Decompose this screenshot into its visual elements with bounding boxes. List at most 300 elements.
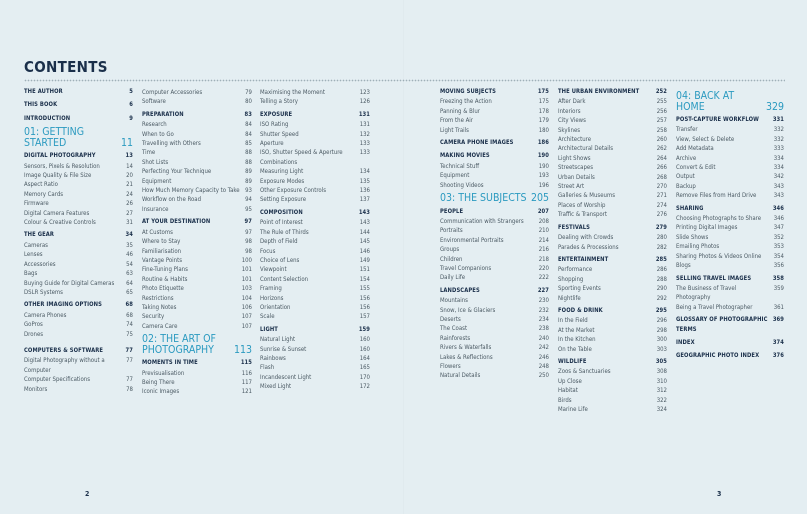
toc-entry-title: INTRODUCTION [24,115,71,122]
toc-entry-page: 98 [245,238,252,246]
toc-entry-title: Orientation [260,303,291,311]
toc-entry [558,367,667,376]
toc-entry-page: 342 [773,173,784,181]
toc-entry-title: Where to Stay [142,238,181,246]
toc-entry-page: 84 [245,130,252,138]
toc-entry-title: THE GEAR [24,232,54,239]
toc-entry-page: 6 [129,102,133,109]
toc-entry [676,182,784,191]
toc-entry [260,186,370,195]
toc-entry-page: 252 [655,89,667,95]
toc-part-heading [24,127,133,148]
toc-entry [142,139,252,148]
toc-entry [440,245,549,254]
toc-entry-title: Image Quality & File Size [24,172,92,180]
toc-entry-page: 230 [538,297,549,305]
toc-entry-page: 205 [530,192,549,205]
toc-entry-title: Routine & Habits [142,275,188,283]
toc-entry [142,237,252,246]
toc-entry-page: 334 [773,154,784,162]
toc-entry [558,163,667,172]
toc-entry-page: 288 [656,275,667,283]
toc-entry [558,210,667,219]
toc-entry [676,284,784,303]
toc-entry-title: MOMENTS IN TIME [142,360,198,367]
toc-entry-title: Natural Details [440,372,481,380]
toc-section-heading [558,358,667,367]
toc-entry [676,135,784,144]
toc-entry-title: Light Trails [440,126,469,134]
toc-entry-page: 190 [537,153,549,160]
toc-entry [558,396,667,405]
toc-entry-title: Shutter Speed [260,130,299,138]
toc-entry-page: 286 [656,266,667,274]
toc-entry [142,275,252,284]
toc-entry-page: 216 [538,246,549,254]
toc-entry-title: Travel Companions [440,265,492,272]
toc-entry-title: Familiarisation [142,247,182,255]
toc-entry-title: Galleries & Museums [558,192,616,200]
toc-entry-page: 308 [656,368,667,376]
toc-entry [142,369,252,378]
toc-entry-page: 376 [772,353,784,360]
toc-entry [260,167,370,176]
toc-entry [260,228,370,237]
toc-entry-title: The Coast [440,325,468,333]
toc-entry-page: 255 [656,98,667,106]
toc-entry [142,148,252,157]
toc-section-heading [24,347,133,356]
toc-entry-title: Travelling with Others [142,140,201,148]
toc-entry-page: 175 [537,89,549,95]
toc-entry-title: Interiors [558,107,581,115]
toc-entry-title: Slide Shows [676,233,709,241]
toc-entry-page: 234 [538,316,549,324]
toc-entry [440,296,549,305]
toc-entry-title: Sporting Events [558,285,601,293]
toc-entry [558,405,667,414]
toc-entry-page: 358 [772,275,784,282]
toc-entry [260,130,370,139]
toc-entry [440,324,549,333]
toc-entry-page: 300 [656,336,667,344]
toc-entry-page: 84 [245,121,252,129]
toc-entry-title: Daily Life [440,274,466,282]
toc-entry-title: At the Market [558,326,595,334]
toc-entry-title: Rivers & Waterfalls [440,344,492,352]
toc-part-heading [440,193,549,204]
toc-entry [260,275,370,284]
toc-entry [24,171,133,180]
toc-entry [260,382,370,391]
toc-entry-title: ISO Rating [260,121,289,129]
toc-entry [24,356,133,375]
toc-entry [142,177,252,186]
toc-entry-title: Traffic & Transport [558,211,608,219]
toc-entry-page: 296 [656,317,667,325]
toc-entry-page: 279 [655,224,667,231]
toc-entry-page: 180 [538,126,549,134]
toc-entry-page: 156 [359,294,370,302]
toc-entry [260,247,370,256]
toc-entry-page: 196 [538,181,549,189]
toc-entry [676,242,784,251]
toc-entry-page: 117 [241,378,252,386]
toc-entry-page: 101 [241,275,252,283]
toc-entry-title: Content Selection [260,275,309,283]
toc-entry [558,135,667,144]
toc-entry [558,173,667,182]
toc-entry [440,371,549,380]
toc-entry-title: Framing [260,285,282,293]
toc-entry-title: The Rule of Thirds [260,228,309,236]
toc-entry-page: 68 [125,302,133,309]
toc-entry [440,171,549,180]
toc-entry [558,182,667,191]
toc-entry-page: 160 [359,336,370,344]
toc-entry-title: Add Metadata [676,145,714,153]
toc-entry-title: Lenses [24,251,43,259]
toc-entry [260,303,370,312]
toc-entry-page: 329 [765,100,784,113]
toc-entry-title: Incandescent Light [260,373,312,381]
toc-entry-title: ISO, Shutter Speed & Aperture Combinations [260,149,343,166]
toc-entry-page: 131 [358,111,370,118]
toc-entry-page: 246 [538,353,549,361]
toc-section-heading [676,275,784,284]
toc-entry-title: THE URBAN ENVIRONMENT [558,89,640,95]
toc-entry [440,226,549,235]
toc-entry-title: Restrictions [142,294,174,302]
toc-entry-page: 79 [245,89,252,96]
toc-entry-page: 27 [126,209,133,217]
toc-section-heading [24,152,133,161]
toc-entry-page: 347 [773,224,784,232]
toc-section-heading [558,224,667,233]
toc-entry [558,326,667,335]
toc-entry [260,284,370,293]
toc-entry-page: 155 [359,285,370,293]
toc-column-3 [260,88,370,478]
toc-entry [142,312,252,321]
toc-entry-title: LIGHT [260,326,278,333]
toc-entry-page: 282 [656,243,667,251]
toc-entry-page: 89 [245,168,252,176]
toc-entry-page: 133 [359,140,370,148]
toc-entry [142,378,252,387]
toc-section-heading [440,152,549,161]
toc-entry-title: Other Exposure Controls [260,187,327,195]
toc-section-heading [558,307,667,316]
toc-entry-title: Light Shows [558,154,591,162]
toc-section-heading [676,116,784,125]
toc-entry-page: 77 [126,357,133,365]
toc-entry-page: 145 [359,238,370,246]
toc-section-heading [260,326,370,335]
toc-entry-title: Viewpoint [260,266,287,274]
toc-entry-title: POST-CAPTURE WORKFLOW [676,117,759,123]
toc-entry [558,154,667,163]
toc-section-heading [440,208,549,217]
toc-entry [142,186,252,195]
toc-entry-page: 157 [359,313,370,321]
toc-entry [142,158,252,167]
toc-entry-title: PREPARATION [142,111,184,118]
toc-section-heading [440,139,549,148]
toc-entry [676,154,784,163]
toc-entry [142,294,252,303]
toc-entry-title: Habitat [558,387,578,395]
toc-entry-page: 31 [126,219,133,227]
toc-entry [260,88,370,97]
toc-entry [676,214,784,223]
toc-section-heading [142,359,252,368]
toc-entry-title: In the Kitchen [558,336,596,344]
toc-entry-title: Streetscapes [558,164,594,172]
toc-entry-title: On the Table [558,345,592,353]
toc-entry-title: ENTERTAINMENT [558,256,609,263]
toc-entry-page: 75 [126,330,133,338]
toc-entry [558,97,667,106]
toc-entry-page: 257 [656,117,667,125]
toc-entry-title: Monitors [24,385,48,393]
toc-entry-title: Equipment [440,172,470,180]
toc-entry-page: 103 [241,285,252,293]
toc-entry-title: Bags [24,270,38,278]
toc-entry-page: 343 [773,192,784,200]
toc-entry-title: Sharing Photos & Videos Online [676,252,762,260]
toc-section-heading [676,339,784,348]
toc-entry-title: Point of Interest [260,219,303,227]
toc-column-5 [558,88,667,478]
toc-entry-title: Rainbows [260,354,286,362]
toc-entry-page: 159 [358,326,370,333]
toc-entry-title: Digital Photography without a Computer [24,357,105,374]
toc-entry-title: 03: THE SUBJECTS [440,192,527,205]
toc-entry-title: Places of Worship [558,201,606,209]
toc-entry-page: 63 [126,270,133,278]
toc-entry-title: Emailing Photos [676,243,720,251]
toc-entry-page: 346 [772,205,784,212]
toc-entry-title: MOVING SUBJECTS [440,89,497,95]
toc-entry [142,97,252,106]
toc-entry-page: 262 [656,145,667,153]
toc-entry-page: 250 [538,372,549,380]
toc-entry-page: 260 [656,136,667,144]
toc-entry [676,233,784,242]
toc-entry-title: The Business of Travel Photography [676,284,737,302]
toc-entry-title: 04: BACK AT HOME [676,90,735,113]
toc-entry-title: When to Go [142,130,174,138]
toc-entry [142,120,252,129]
toc-entry-page: 133 [359,149,370,157]
toc-entry [440,334,549,343]
toc-entry-page: 80 [245,98,252,106]
toc-entry-page: 170 [359,373,370,381]
toc-entry-page: 77 [126,376,133,384]
toc-entry-title: Mountains [440,297,468,305]
toc-entry-page: 88 [245,158,252,166]
toc-entry-title: INDEX [676,339,695,346]
toc-entry-page: 146 [359,247,370,255]
toc-entry-title: Architecture [558,136,592,144]
toc-entry-title: COMPUTERS & SOFTWARE [24,347,103,354]
toc-entry-title: FOOD & DRINK [558,307,603,314]
toc-entry-page: 97 [244,219,252,226]
toc-entry-title: Groups [440,246,460,254]
toc-entry-title: GoPros [24,321,43,329]
toc-entry [142,387,252,396]
toc-entry-title: Shot Lists [142,158,169,166]
toc-entry [142,284,252,293]
toc-entry-page: 274 [656,201,667,209]
toc-entry-page: 324 [656,406,667,413]
toc-entry-title: How Much Memory Capacity to Take [142,187,240,195]
toc-entry-page: 193 [538,172,549,180]
toc-entry-page: 232 [538,306,549,314]
toc-entry-title: Scale [260,313,275,321]
toc-entry-title: View, Select & Delete [676,135,735,143]
toc-entry-page: 218 [538,255,549,263]
toc-entry [260,237,370,246]
toc-entry-page: 93 [245,187,252,195]
toc-entry-page: 89 [245,177,252,185]
toc-entry-page: 34 [125,232,133,239]
toc-entry-page: 121 [241,388,252,396]
toc-entry-page: 77 [125,347,133,354]
toc-entry-title: Shopping [558,275,584,283]
page-title: CONTENTS [24,58,108,76]
toc-entry-title: Architectural Details [558,145,614,153]
toc-entry-title: Colour & Creative Controls [24,219,96,227]
toc-entry [440,264,549,273]
toc-entry-title: In the Field [558,317,588,325]
toc-entry-page: 83 [244,111,252,118]
toc-entry [260,294,370,303]
toc-entry-title: Time [142,149,156,157]
toc-entry [558,201,667,210]
toc-entry-title: Camera Care [142,322,178,330]
toc-entry-page: 207 [537,208,549,215]
toc-entry-title: Freezing the Action [440,98,492,106]
toc-entry-title: Shooting Videos [440,181,484,189]
toc-entry-title: Printing Digital Images [676,224,738,232]
toc-entry-page: 242 [538,344,549,352]
toc-entry-page: 68 [126,311,133,319]
toc-entry-title: 02: THE ART OF PHOTOGRAPHY [142,333,216,356]
toc-entry-page: 290 [656,285,667,293]
toc-entry [142,205,252,214]
toc-entry [260,354,370,363]
toc-column-2 [142,88,252,478]
toc-entry [440,97,549,106]
toc-entry-title: Depth of Field [260,238,298,246]
toc-entry-title: Street Art [558,183,585,191]
toc-entry-title: Flash [260,364,275,372]
toc-entry-title: Snow, Ice & Glaciers [440,306,496,314]
toc-entry-page: 78 [126,385,133,393]
toc-entry [142,130,252,139]
toc-entry-page: 238 [538,325,549,333]
toc-entry-title: Technical Stuff [440,162,480,170]
toc-entry [558,116,667,125]
toc-entry [558,144,667,153]
toc-entry [142,228,252,237]
toc-entry-page: 266 [656,164,667,172]
toc-entry-title: Choice of Lens [260,256,300,264]
toc-section-heading [676,316,784,335]
toc-entry-page: 11 [120,136,133,149]
toc-entry-page: 107 [241,322,252,330]
toc-entry-page: 343 [773,182,784,190]
toc-entry-page: 156 [359,303,370,311]
toc-entry-title: FESTIVALS [558,224,591,231]
toc-entry [676,125,784,134]
toc-entry [558,377,667,386]
toc-entry [558,316,667,325]
toc-entry-page: 113 [233,343,252,356]
toc-entry-page: 333 [773,145,784,153]
toc-entry-title: Exposure Modes [260,177,305,185]
toc-entry [558,265,667,274]
toc-entry-title: Telling a Story [260,98,298,106]
toc-entry-page: 46 [126,251,133,259]
toc-entry-title: 01: GETTING STARTED [24,126,85,149]
toc-entry [558,294,667,303]
toc-entry-title: Focus [260,247,276,255]
toc-section-heading [676,205,784,214]
toc-entry-page: 361 [773,303,784,311]
toc-entry-page: 280 [656,234,667,242]
toc-entry-title: Taking Notes [142,303,177,311]
toc-entry-page: 292 [656,294,667,302]
toc-entry-page: 332 [773,135,784,143]
toc-entry-page: 123 [359,89,370,96]
toc-section-heading [676,352,784,361]
toc-entry-page: 20 [126,172,133,180]
toc-entry-title: COMPOSITION [260,209,303,216]
toc-entry-title: CAMERA PHONE IMAGES [440,140,514,147]
toc-entry-page: 285 [655,256,667,263]
toc-entry [440,236,549,245]
toc-entry [676,261,784,270]
toc-entry [24,375,133,384]
toc-section-heading [440,88,549,97]
toc-entry [260,195,370,204]
toc-entry-page: 104 [241,294,252,302]
toc-entry-title: Buying Guide for Digital Cameras [24,279,115,287]
toc-entry-title: Equipment [142,177,172,185]
toc-entry-title: Deserts [440,316,461,324]
toc-entry [24,260,133,269]
toc-entry-page: 276 [656,211,667,219]
toc-entry-title: Maximising the Moment [260,89,325,96]
toc-entry-page: 164 [359,354,370,362]
toc-entry-page: 178 [538,107,549,115]
toc-entry-page: 14 [126,162,133,170]
toc-entry-page: 210 [538,227,549,235]
toc-entry-page: 85 [245,140,252,148]
toc-entry [24,199,133,208]
toc-entry-page: 149 [359,256,370,264]
toc-entry-title: Accessories [24,260,56,268]
toc-entry-title: Up Close [558,377,582,385]
toc-entry [558,386,667,395]
toc-entry-page: 9 [129,115,133,122]
toc-entry-title: Camera Phones [24,311,67,319]
toc-section-heading [24,231,133,240]
toc-entry [558,107,667,116]
